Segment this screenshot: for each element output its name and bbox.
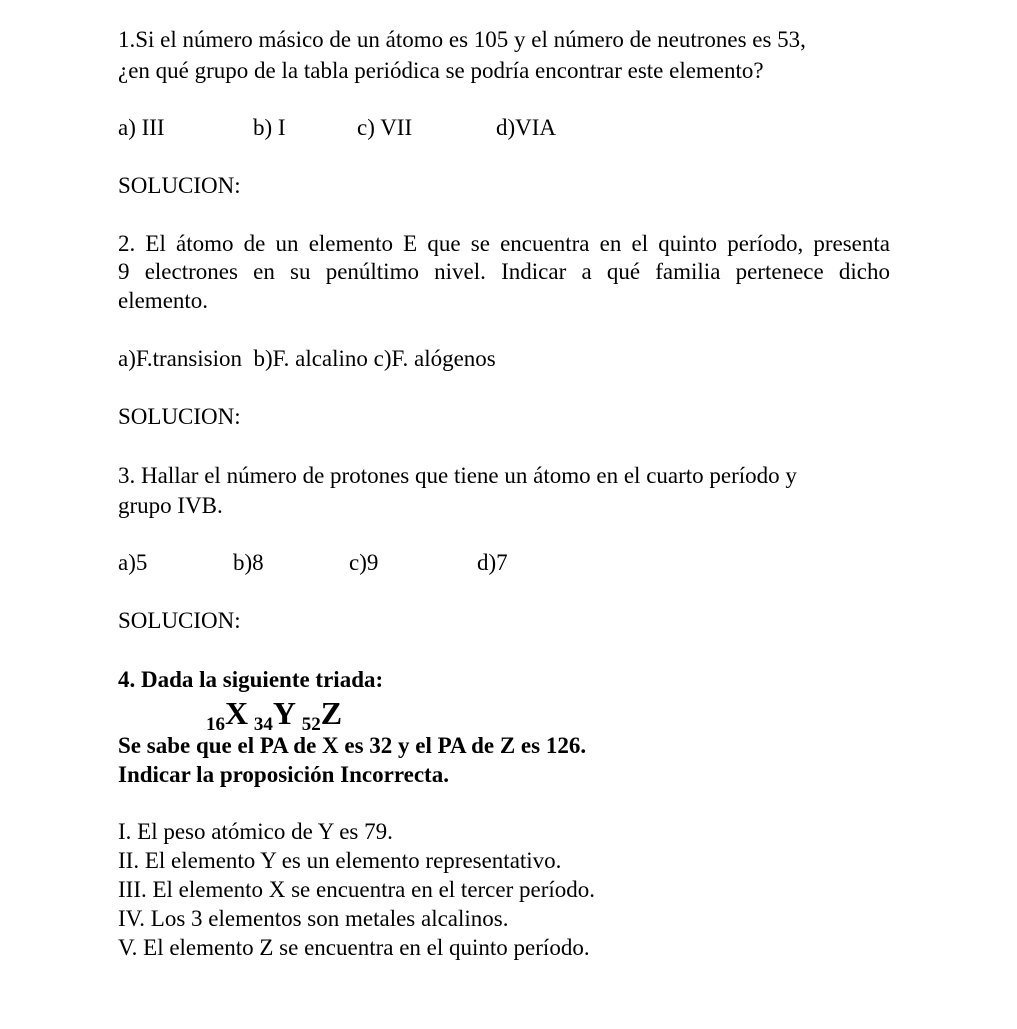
q4-statement-4: IV. Los 3 elementos son metales alcalinos. — [118, 906, 509, 931]
q1-option-a: a) III — [118, 115, 165, 140]
q1-option-d: d)VIA — [496, 115, 557, 140]
q4-statement-3: III. El elemento X se encuentra en el tercer período. — [118, 877, 596, 902]
q2-solution-label: SOLUCION: — [118, 404, 241, 429]
q4-statement-2: II. El elemento Y es un elemento representativo. — [118, 848, 562, 873]
q2-text-line1: 2. El átomo de un elemento E que se encuentra en el quinto período, presenta — [118, 231, 890, 256]
q4-text-line3: Indicar la proposición Incorrecta. — [118, 762, 449, 787]
triad-x-atomic-number: 16 — [206, 714, 225, 735]
q4-text-line2: Se sabe que el PA de X es 32 y el PA de Z es 126. — [118, 733, 587, 758]
q1-text-line1: 1.Si el número másico de un átomo es 105 y el número de neutrones es 53, — [118, 27, 806, 52]
q4-statement-5: V. El elemento Z se encuentra en el quinto período. — [118, 935, 590, 960]
q4-statement-1: I. El peso atómico de Y es 79. — [118, 819, 393, 844]
q3-solution-label: SOLUCION: — [118, 608, 241, 633]
triad-y-symbol: Y — [272, 695, 296, 731]
q4-title: 4. Dada la siguiente triada: — [118, 667, 384, 692]
q1-option-c: c) VII — [357, 115, 413, 140]
q2-text-line3: elemento. — [118, 288, 209, 313]
q3-option-b: b)8 — [233, 550, 264, 575]
triad-z-atomic-number: 52 — [301, 714, 321, 735]
q3-text-line1: 3. Hallar el número de protones que tiene un átomo en el cuarto período y — [118, 463, 797, 488]
q3-option-a: a)5 — [118, 550, 148, 575]
q1-option-b: b) I — [253, 115, 286, 140]
q1-text-line2: ¿en qué grupo de la tabla periódica se podría encontrar este elemento? — [118, 58, 764, 83]
triad-x-symbol: X — [225, 695, 249, 731]
triad-z-symbol: Z — [320, 695, 343, 731]
q3-option-d: d)7 — [477, 550, 508, 575]
q2-options: a)F.transision b)F. alcalino c)F. alógenos — [118, 346, 496, 371]
q1-solution-label: SOLUCION: — [118, 173, 241, 198]
triad-y-atomic-number: 34 — [253, 714, 273, 735]
q2-text-line2: 9 electrones en su penúltimo nivel. Indicar a qué familia pertenece dicho — [118, 259, 890, 284]
q3-option-c: c)9 — [349, 550, 379, 575]
q3-text-line2: grupo IVB. — [118, 493, 223, 518]
